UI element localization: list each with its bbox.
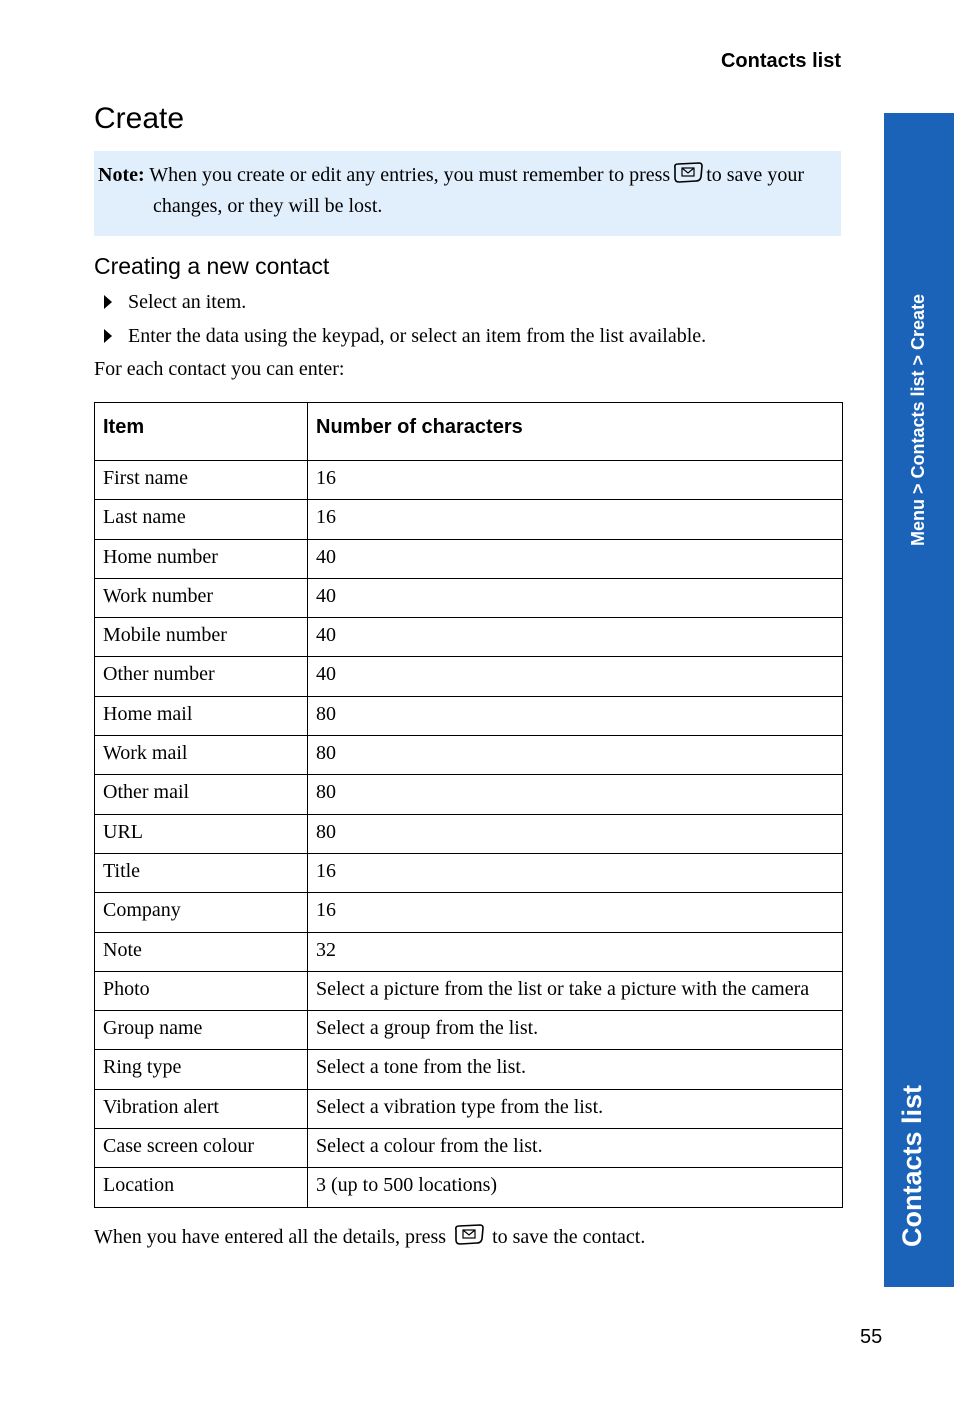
section-title: Create — [94, 102, 185, 135]
step-text: Select an item. — [128, 291, 247, 313]
item-cell: Other mail — [95, 775, 308, 814]
characters-cell: 16 — [308, 461, 843, 500]
table-row — [95, 578, 843, 617]
item-cell: Ring type — [95, 1050, 308, 1089]
intro-text: For each contact you can enter: — [94, 358, 345, 380]
note-text: When you create or edit any entries, you must remember to press — [149, 164, 671, 186]
outro-text-after: to save the contact. — [492, 1226, 646, 1248]
table-row — [95, 657, 843, 696]
item-cell: Mobile number — [95, 618, 308, 657]
table-header-row — [95, 403, 843, 461]
item-cell: Photo — [95, 971, 308, 1010]
item-cell: Vibration alert — [95, 1089, 308, 1128]
item-cell: Title — [95, 853, 308, 892]
side-chapter-title: Contacts list — [897, 1084, 927, 1247]
table-row — [95, 539, 843, 578]
item-cell: Work number — [95, 578, 308, 617]
table-row — [95, 775, 843, 814]
outro-text-before: When you have entered all the details, press — [94, 1226, 447, 1248]
column-header-characters: Number of characters — [308, 403, 843, 461]
table-row — [95, 500, 843, 539]
item-cell: Company — [95, 893, 308, 932]
table-row — [95, 1129, 843, 1168]
item-cell: Note — [95, 932, 308, 971]
item-cell: Last name — [95, 500, 308, 539]
side-chapter-tab — [884, 113, 954, 1287]
step-item — [104, 291, 246, 314]
note-line-2: changes, or they will be lost. — [153, 195, 383, 217]
characters-cell: Select a colour from the list. — [308, 1129, 843, 1168]
item-cell: Group name — [95, 1011, 308, 1050]
note-line-1 — [98, 161, 833, 192]
note-text-after-icon: to save your — [706, 164, 804, 186]
characters-cell: Select a tone from the list. — [308, 1050, 843, 1089]
characters-cell: 3 (up to 500 locations) — [308, 1168, 843, 1207]
characters-cell: 16 — [308, 893, 843, 932]
table-row — [95, 461, 843, 500]
characters-cell: 80 — [308, 736, 843, 775]
item-cell: Work mail — [95, 736, 308, 775]
characters-cell: 40 — [308, 618, 843, 657]
table-row — [95, 932, 843, 971]
characters-cell: 16 — [308, 853, 843, 892]
bullet-arrow-icon — [104, 295, 112, 309]
table-row — [95, 971, 843, 1010]
characters-cell: Select a vibration type from the list. — [308, 1089, 843, 1128]
table-row — [95, 853, 843, 892]
table-row — [95, 736, 843, 775]
side-breadcrumb: Menu > Contacts list > Create — [908, 293, 928, 546]
item-cell: Case screen colour — [95, 1129, 308, 1168]
column-header-item: Item — [95, 403, 308, 461]
step-text: Enter the data using the keypad, or select an item from the list available. — [128, 325, 707, 347]
characters-cell: 40 — [308, 578, 843, 617]
table-body — [95, 461, 843, 1208]
characters-table — [94, 402, 843, 1208]
step-item — [104, 325, 706, 348]
characters-cell: 40 — [308, 657, 843, 696]
item-cell: Location — [95, 1168, 308, 1207]
bullet-arrow-icon — [104, 329, 112, 343]
item-cell: Home number — [95, 539, 308, 578]
table-row — [95, 618, 843, 657]
envelope-key-icon — [672, 162, 704, 192]
item-cell: Home mail — [95, 696, 308, 735]
running-header: Contacts list — [720, 50, 841, 72]
item-cell: Other number — [95, 657, 308, 696]
characters-cell: 40 — [308, 539, 843, 578]
characters-cell: 16 — [308, 500, 843, 539]
table-row — [95, 1011, 843, 1050]
table-row — [95, 1050, 843, 1089]
outro-text — [94, 1224, 645, 1252]
page-number: 55 — [860, 1326, 883, 1348]
characters-cell: 80 — [308, 696, 843, 735]
subsection-title: Creating a new contact — [94, 253, 330, 279]
characters-cell: Select a picture from the list or take a picture with the camera — [308, 971, 843, 1010]
table-row — [95, 1089, 843, 1128]
note-label: Note: — [98, 164, 145, 186]
table-row — [95, 893, 843, 932]
item-cell: URL — [95, 814, 308, 853]
table-row — [95, 814, 843, 853]
characters-cell: Select a group from the list. — [308, 1011, 843, 1050]
table-row — [95, 1168, 843, 1207]
note-box — [94, 151, 841, 236]
characters-cell: 32 — [308, 932, 843, 971]
characters-cell: 80 — [308, 814, 843, 853]
characters-cell: 80 — [308, 775, 843, 814]
envelope-key-icon — [453, 1224, 485, 1252]
item-cell: First name — [95, 461, 308, 500]
table-row — [95, 696, 843, 735]
